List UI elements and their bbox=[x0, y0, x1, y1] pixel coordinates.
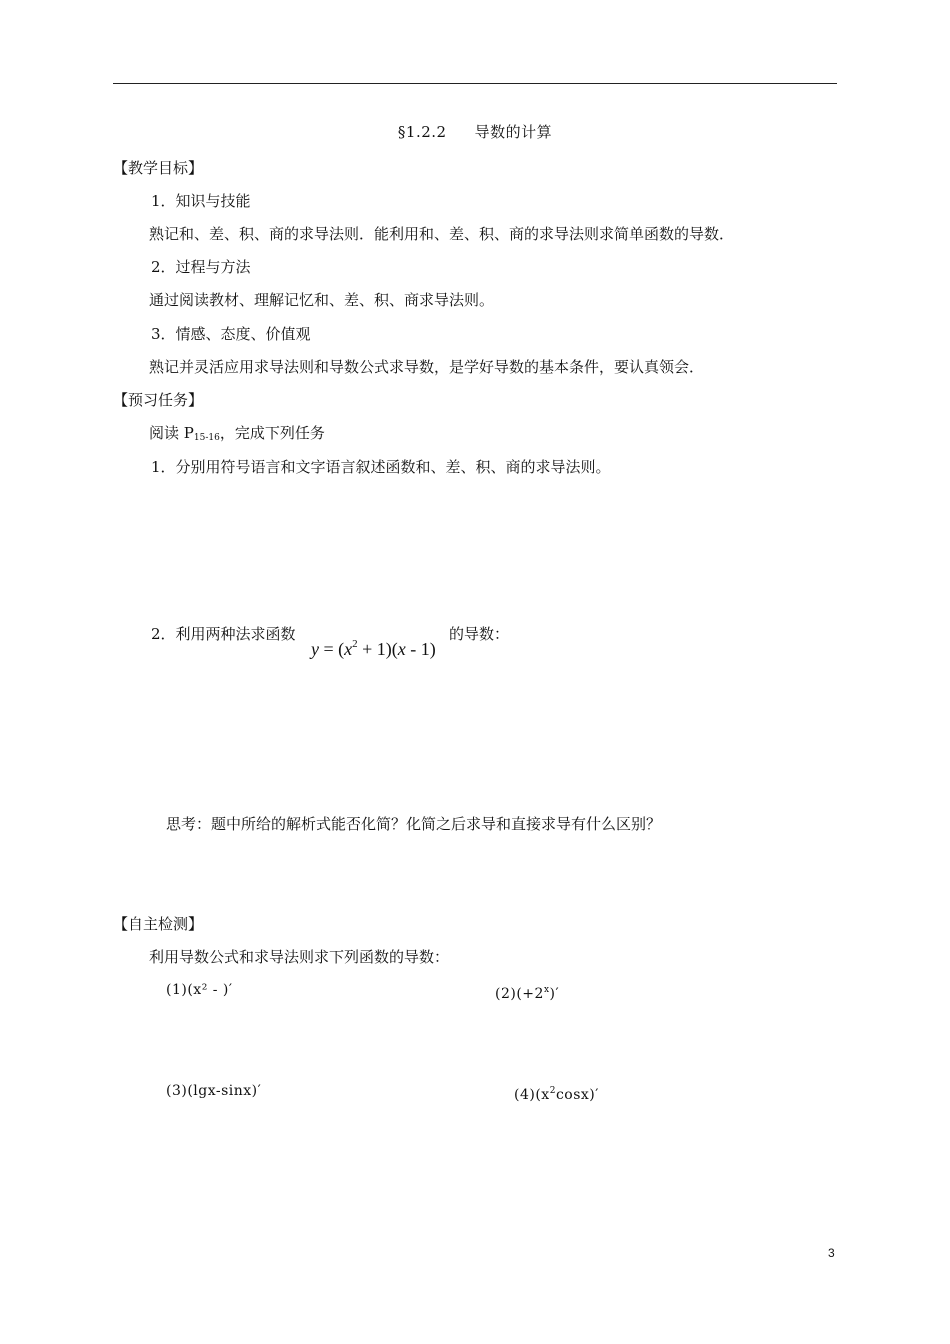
reading-suffix: ，完成下列任务 bbox=[219, 424, 325, 442]
exercise-4-superscript: 2 bbox=[549, 1086, 556, 1096]
reading-instruction bbox=[149, 423, 325, 448]
think-question: 思考：题中所给的解析式能否化简？化简之后求导和直接求导有什么区别？ bbox=[166, 815, 662, 833]
task-1: 1．分别用符号语言和文字语言叙述函数和、差、积、商的求导法则。 bbox=[151, 458, 611, 476]
formula-exponent: 2 bbox=[352, 638, 358, 650]
formula-eq: = ( bbox=[319, 639, 345, 659]
task-2-suffix: 的导数： bbox=[449, 625, 510, 643]
goal-3-text: 熟记并灵活应用求导法则和导数公式求导数，是学好导数的基本条件，要认真领会． bbox=[149, 358, 705, 376]
section-number: §1.2.2 bbox=[397, 123, 447, 141]
selfcheck-intro: 利用导数公式和求导法则求下列函数的导数： bbox=[149, 948, 450, 966]
formula-mid: + 1)( bbox=[357, 639, 398, 659]
reading-pages: 15-16 bbox=[193, 433, 220, 443]
selfcheck-heading: 【自主检测】 bbox=[113, 915, 204, 933]
formula-x2: x bbox=[397, 639, 406, 659]
goal-2-title: 2．过程与方法 bbox=[151, 258, 251, 276]
exercise-2-prefix: (2)(+2 bbox=[495, 986, 544, 1002]
exercise-2-suffix: )′ bbox=[549, 986, 560, 1002]
goal-2-text: 通过阅读教材、理解记忆和、差、积、商求导法则。 bbox=[149, 291, 495, 309]
header-rule bbox=[113, 83, 837, 84]
exercise-4 bbox=[514, 1081, 599, 1105]
formula-x1: x bbox=[344, 639, 353, 659]
exercise-1: (1)(x² - )′ bbox=[166, 982, 233, 998]
exercise-3: (3)(lgx-sinx)′ bbox=[166, 1083, 262, 1099]
formula-y: y bbox=[311, 639, 319, 659]
goals-heading: 【教学目标】 bbox=[113, 159, 204, 177]
formula-end: - 1) bbox=[405, 639, 436, 659]
exercise-2 bbox=[495, 980, 559, 1004]
goal-1-title: 1．知识与技能 bbox=[151, 192, 251, 210]
goal-1-text: 熟记和、差、积、商的求导法则．能利用和、差、积、商的求导法则求简单函数的导数． bbox=[149, 225, 735, 243]
exercise-4-prefix: (4)(x bbox=[514, 1087, 550, 1103]
section-title-text: 导数的计算 bbox=[474, 123, 553, 141]
task-2-prefix: 2．利用两种法求函数 bbox=[151, 625, 296, 643]
reading-prefix: 阅读 P bbox=[149, 424, 194, 442]
preview-heading: 【预习任务】 bbox=[113, 391, 204, 409]
goal-3-title: 3．情感、态度、价值观 bbox=[151, 325, 311, 343]
exercise-2-superscript: x bbox=[543, 985, 550, 995]
function-formula bbox=[311, 632, 436, 661]
section-title bbox=[0, 122, 950, 142]
exercise-4-suffix: cosx)′ bbox=[555, 1087, 599, 1103]
page-number: 3 bbox=[828, 1246, 835, 1260]
